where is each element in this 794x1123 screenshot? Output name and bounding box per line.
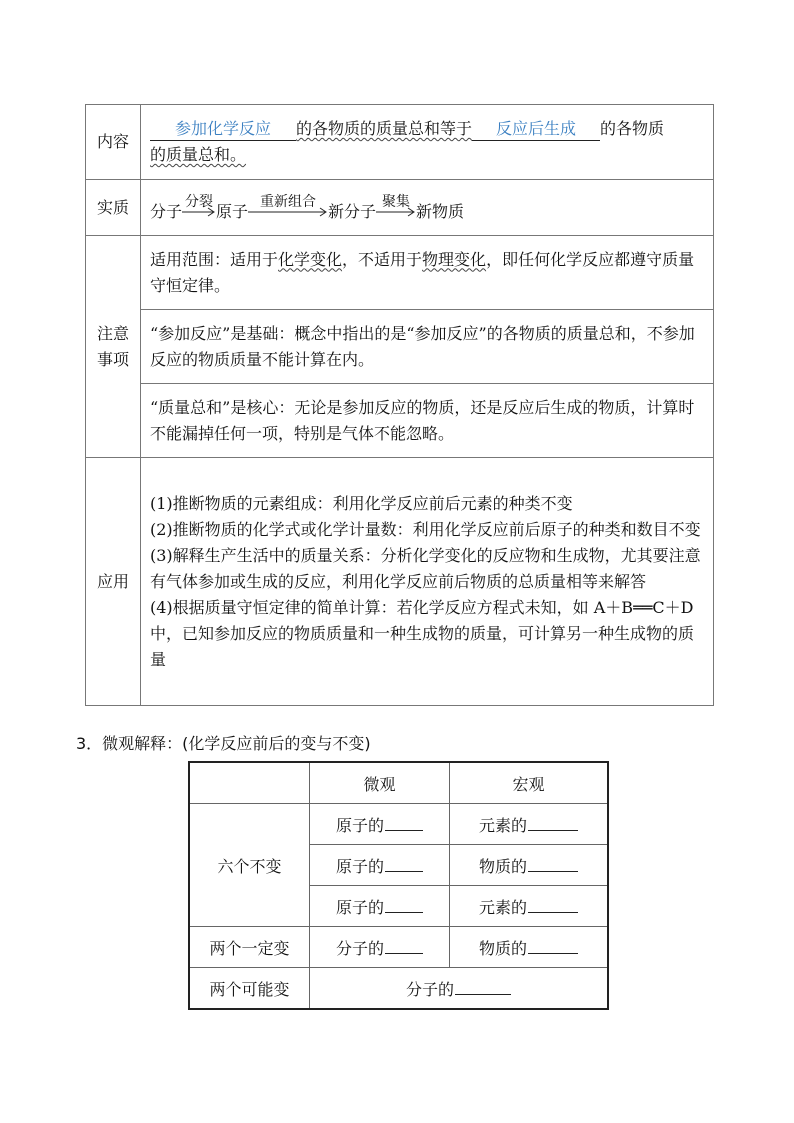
note-1-part-d: 物理变化 <box>422 249 487 269</box>
micro-cell <box>310 927 450 968</box>
application-row <box>86 458 714 706</box>
note-1-part-b: 化学变化 <box>278 249 343 269</box>
must-change-row <box>189 927 608 968</box>
answer-blank[interactable] <box>528 855 578 872</box>
macro-cell <box>450 845 609 886</box>
six-unchanged-row-1 <box>189 804 608 845</box>
chain-item-atom: 原子 <box>216 202 249 221</box>
application-label: 应用 <box>86 458 141 706</box>
essence-chain <box>141 180 714 236</box>
application-item-1: (1)推断物质的元素组成：利用化学反应前后元素的种类不变 <box>150 493 573 513</box>
micro-text: 原子的 <box>335 815 384 835</box>
answer-blank[interactable] <box>385 937 423 954</box>
answer-blank[interactable] <box>528 937 578 954</box>
macro-text: 物质的 <box>478 938 527 958</box>
answer-blank-1: 参加化学反应 <box>150 118 296 141</box>
note-3: “质量总和”是核心：无论是参加反应的物质，还是反应后生成的物质，计算时不能漏掉任何一项，特别是气体不能忽略。 <box>141 384 714 458</box>
micro-macro-table <box>188 761 609 1010</box>
header-empty-cell <box>189 762 310 804</box>
macro-text: 元素的 <box>478 815 527 835</box>
law-of-conservation-table <box>85 104 714 706</box>
macro-text: 元素的 <box>478 897 527 917</box>
application-item-4: (4)根据质量守恒定律的简单计算：若化学反应方程式未知，如 A＋B══C＋D 中，已知参加反应的物质质量和一种生成物的质量，可计算另一种生成物的质量 <box>150 597 695 669</box>
micro-cell <box>310 804 450 845</box>
micro-table-header <box>189 762 608 804</box>
section-3-heading: 3．微观解释：(化学反应前后的变与不变) <box>76 734 371 753</box>
note-row-2 <box>86 310 714 384</box>
answer-blank-2: 反应后生成 <box>472 118 600 141</box>
note-1-part-c: ，不适用于 <box>342 249 423 269</box>
arrow-label-gather: 聚集 <box>382 194 411 210</box>
note-2: “参加反应”是基础：概念中指出的是“参加反应”的各物质的质量总和，不参加反应的物质质量不能计算在内。 <box>141 310 714 384</box>
chain-item-new-substance: 新物质 <box>416 202 465 221</box>
arrow-label-recombine: 重新组合 <box>260 194 317 210</box>
chain-item-new-molecule: 新分子 <box>328 202 377 221</box>
arrow-split <box>182 194 216 217</box>
header-micro: 微观 <box>310 762 450 804</box>
may-change-row <box>189 968 608 1010</box>
notes-label-line1: 注意 <box>96 323 129 343</box>
may-change-text: 分子的 <box>405 979 454 999</box>
essence-label: 实质 <box>86 180 141 236</box>
notes-label <box>86 236 141 458</box>
macro-cell <box>450 804 609 845</box>
note-1 <box>141 236 714 310</box>
content-row <box>86 105 714 180</box>
content-text <box>141 105 714 180</box>
answer-blank[interactable] <box>528 814 578 831</box>
answer-blank[interactable] <box>528 896 578 913</box>
header-macro: 宏观 <box>450 762 609 804</box>
arrow-label-split: 分裂 <box>185 194 214 210</box>
content-text-3: 的质量总和。 <box>150 145 247 164</box>
content-text-2: 的各物质 <box>600 119 665 138</box>
macro-cell <box>450 927 609 968</box>
answer-blank[interactable] <box>385 855 423 872</box>
micro-cell <box>310 845 450 886</box>
arrow-gather <box>376 194 416 217</box>
content-label: 内容 <box>86 105 141 180</box>
content-text-1: 的各物质的质量总和等于 <box>296 119 473 138</box>
macro-text: 物质的 <box>478 856 527 876</box>
arrow-recombine <box>248 194 328 217</box>
notes-label-line2: 事项 <box>96 349 129 369</box>
chain-item-molecule: 分子 <box>150 202 183 221</box>
note-1-part-a: 适用范围：适用于 <box>150 249 279 269</box>
application-item-2: (2)推断物质的化学式或化学计量数：利用化学反应前后原子的种类和数目不变 <box>150 519 701 539</box>
note-row-3 <box>86 384 714 458</box>
application-list <box>141 458 714 706</box>
essence-row <box>86 180 714 236</box>
may-change-cell <box>310 968 609 1010</box>
may-change-label: 两个可能变 <box>189 968 310 1010</box>
micro-cell <box>310 886 450 927</box>
micro-text: 原子的 <box>335 897 384 917</box>
note-1-part-e: ，即任何化学反应都遵守质量守恒定律。 <box>150 249 695 295</box>
micro-text: 分子的 <box>335 938 384 958</box>
answer-blank[interactable] <box>455 978 511 995</box>
micro-text: 原子的 <box>335 856 384 876</box>
must-change-label: 两个一定变 <box>189 927 310 968</box>
six-unchanged-label: 六个不变 <box>189 804 310 927</box>
note-row-1 <box>86 236 714 310</box>
application-item-3: (3)解释生产生活中的质量关系：分析化学变化的反应物和生成物，尤其要注意有气体参加或生成的反应，利用化学反应前后物质的总质量相等来解答 <box>150 545 701 591</box>
answer-blank[interactable] <box>385 896 423 913</box>
macro-cell <box>450 886 609 927</box>
answer-blank[interactable] <box>385 814 423 831</box>
